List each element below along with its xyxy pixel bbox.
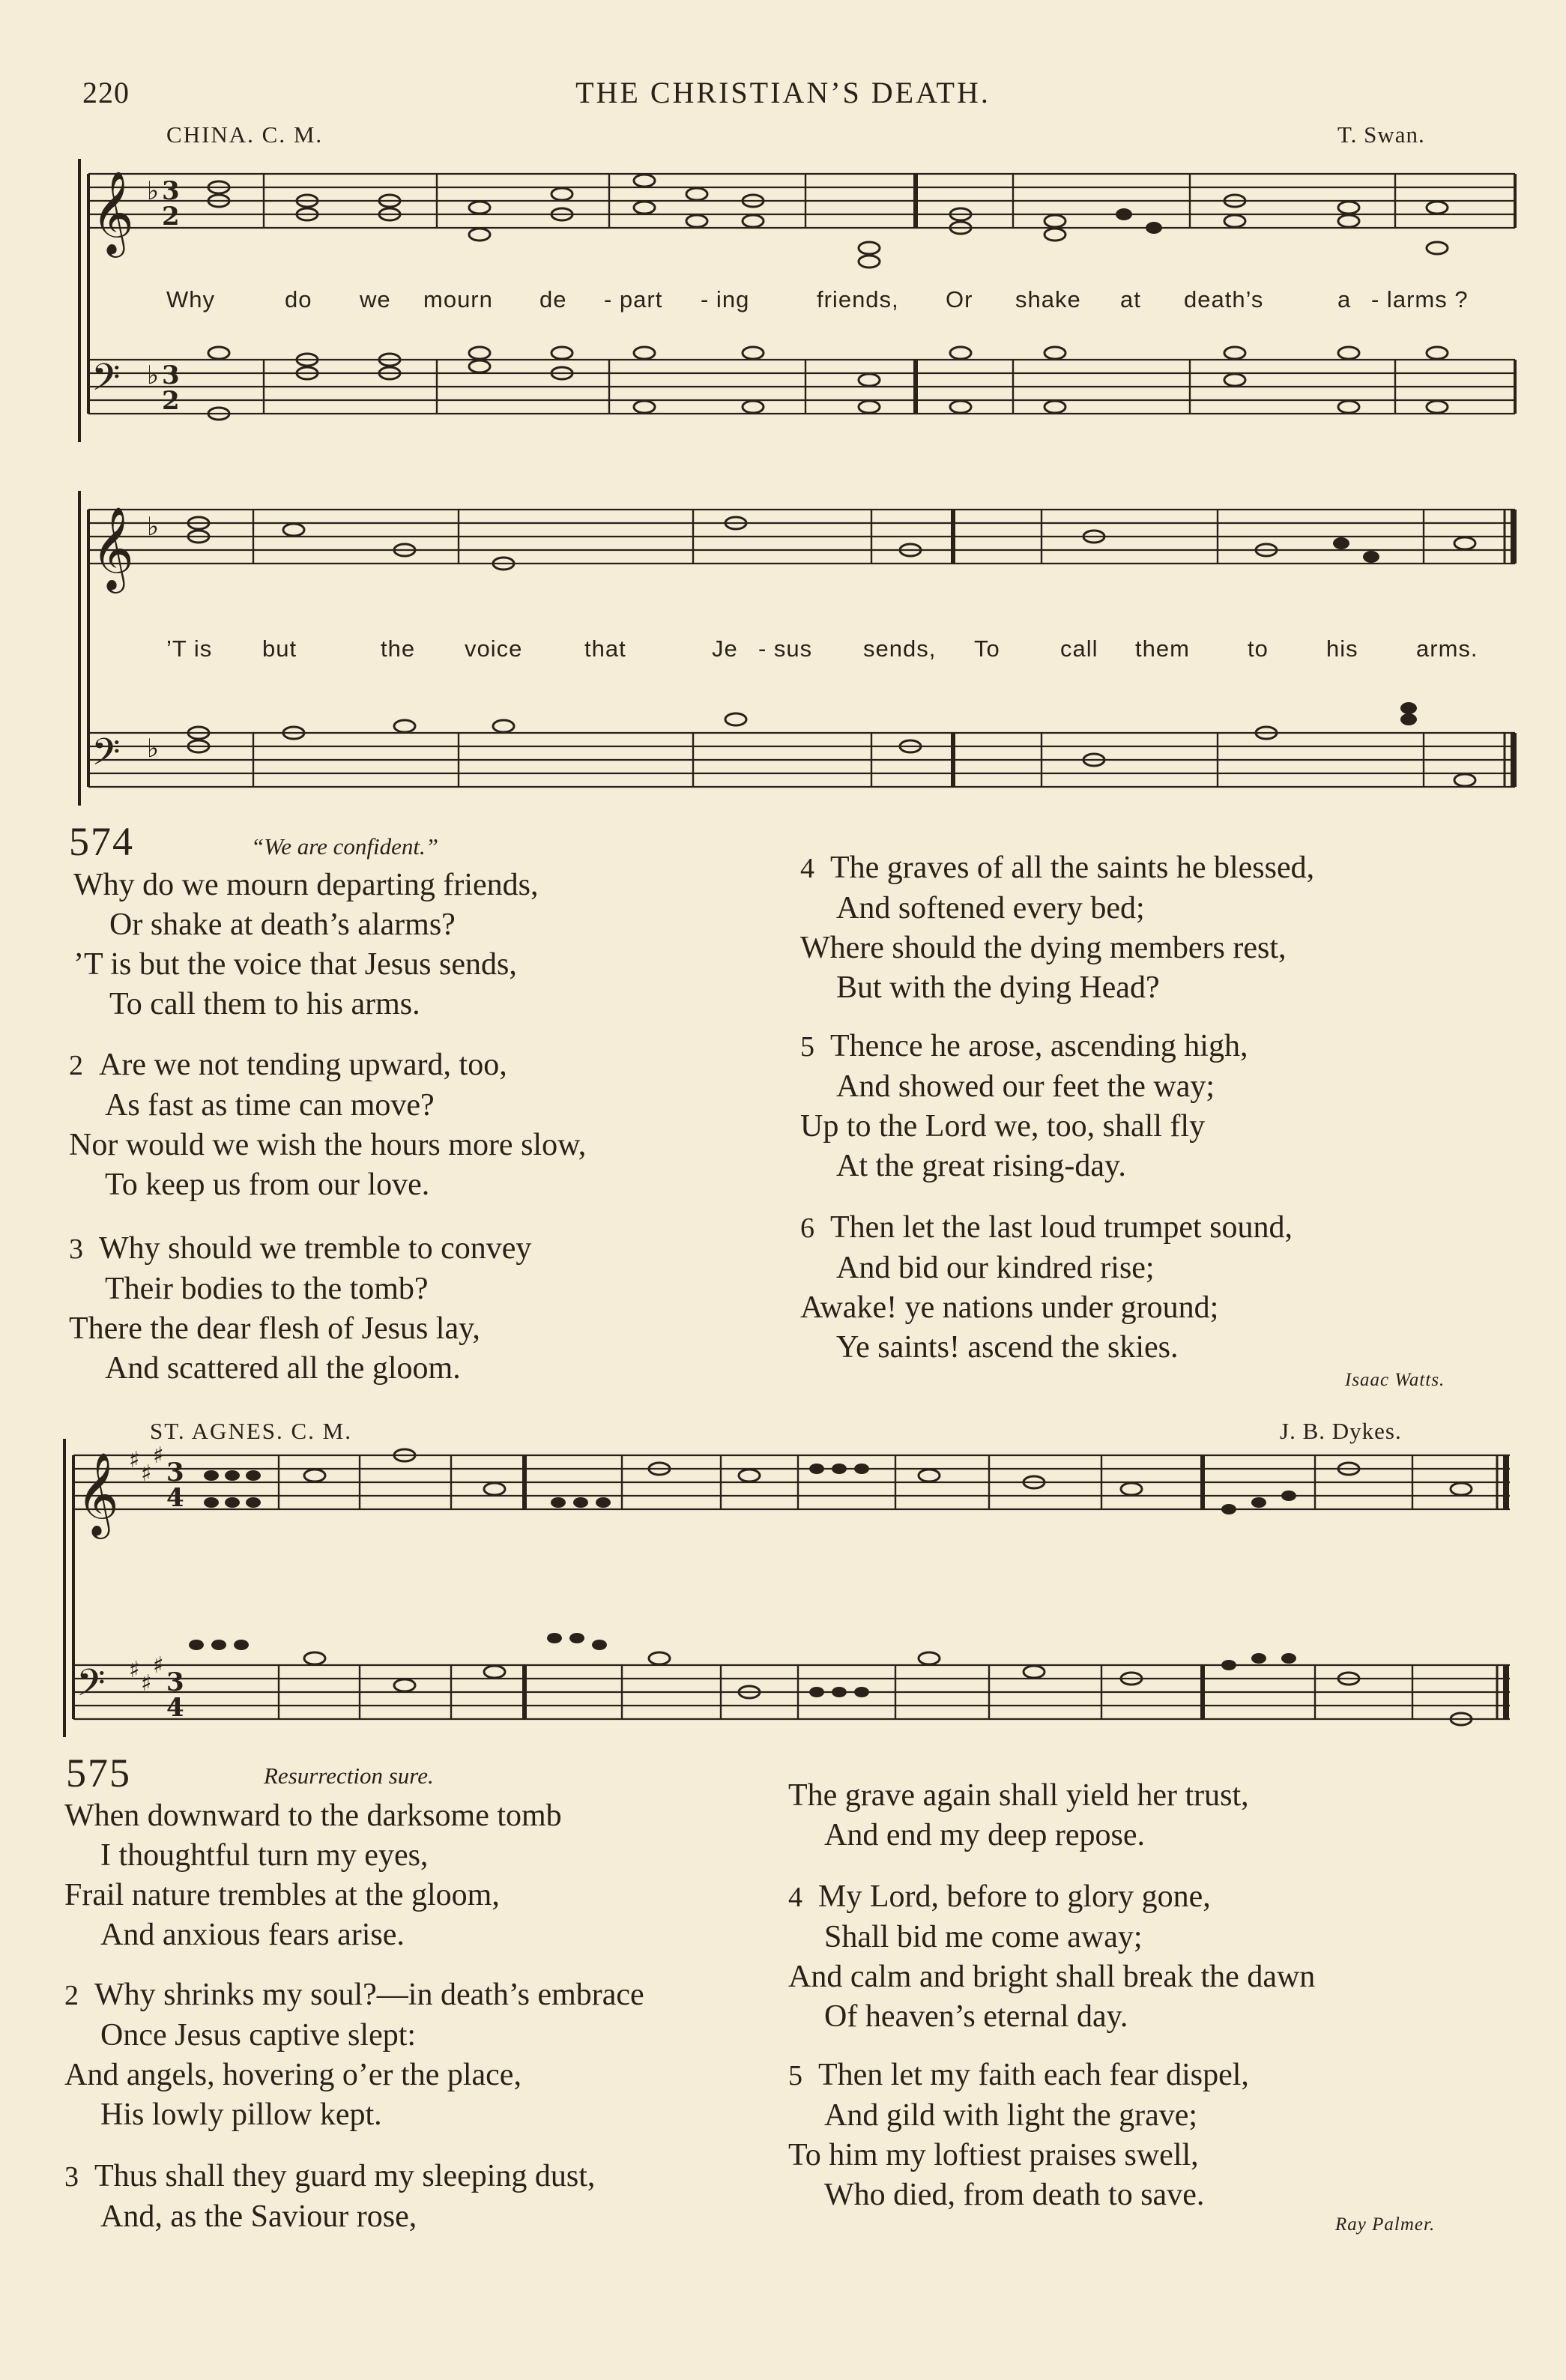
verse-3 <box>69 1229 531 1389</box>
treble-staff-3 <box>73 1455 1510 1509</box>
lyric-syllable: his <box>1326 635 1358 662</box>
verse-line: And, as the Saviour rose, <box>100 2199 417 2234</box>
svg-text:♯: ♯ <box>141 1670 152 1697</box>
page-number: 220 <box>82 76 130 109</box>
svg-text:3: 3 <box>166 1667 184 1697</box>
verse-line: As fast as time can move? <box>105 1088 435 1123</box>
bass-clef-icon: 𝄢 <box>91 356 121 408</box>
verse-line: His lowly pillow kept. <box>100 2097 382 2132</box>
lyric-syllable: - larms ? <box>1371 286 1469 312</box>
verse-5 <box>800 1027 1248 1186</box>
verse-6 <box>800 1208 1293 1368</box>
verse-line: And anxious fears arise. <box>100 1918 405 1952</box>
hymn-number: 574 <box>69 819 134 864</box>
hymn-subtitle: Resurrection sure. <box>264 1763 434 1789</box>
composer-dykes: J. B. Dykes. <box>1280 1418 1402 1444</box>
lyric-syllable: to <box>1248 635 1269 662</box>
svg-text:3: 3 <box>166 1458 184 1488</box>
svg-text:♯: ♯ <box>141 1461 152 1487</box>
verse-line: To him my loftiest praises swell, <box>788 2138 1199 2172</box>
verse-line: Where should the dying members rest, <box>800 931 1287 965</box>
hymn-author: Ray Palmer. <box>1335 2214 1436 2235</box>
verse-line: I thoughtful turn my eyes, <box>100 1838 429 1873</box>
svg-text:4: 4 <box>166 1693 184 1723</box>
treble-clef-icon: 𝄞 <box>91 170 134 254</box>
verse-line: Ye saints! ascend the skies. <box>836 1330 1179 1365</box>
section-title: THE CHRISTIAN’S DEATH. <box>575 76 991 109</box>
verse-line: And gild with light the grave; <box>824 2098 1198 2133</box>
treble-staff-2 <box>88 510 1515 564</box>
verse-line: ’T is but the voice that Jesus sends, <box>73 947 517 982</box>
verse-line: Why do we mourn departing friends, <box>73 868 539 902</box>
verse-line: Then let my faith each fear dispel, <box>818 2058 1249 2092</box>
lyric-syllable: Why <box>166 286 215 312</box>
svg-text:4: 4 <box>166 1483 184 1513</box>
verse-line: Nor would we wish the hours more slow, <box>69 1128 587 1162</box>
lyric-syllable: but <box>262 635 297 662</box>
verse-line: My Lord, before to glory gone, <box>818 1879 1211 1914</box>
treble-clef-icon: 𝄞 <box>91 506 134 590</box>
svg-text:♯: ♯ <box>129 1657 140 1683</box>
verse-number: 2 <box>69 1050 83 1081</box>
verse-number: 5 <box>800 1031 814 1063</box>
lyric-syllable: the <box>381 635 416 662</box>
verse-line: Why should we tremble to convey <box>99 1231 532 1266</box>
verse-line: And bid our kindred rise; <box>836 1251 1155 1285</box>
verse-line: Their bodies to the tomb? <box>105 1272 429 1306</box>
hymn-subtitle: “We are confident.” <box>251 833 438 860</box>
verse-line: And showed our feet the way; <box>836 1069 1215 1104</box>
verse-line: Are we not tending upward, too, <box>99 1048 507 1082</box>
verse-line: Shall bid me come away; <box>824 1920 1143 1954</box>
lyric-syllable: do <box>285 286 312 312</box>
verse-number: 3 <box>69 1233 83 1265</box>
verse-line: To keep us from our love. <box>105 1168 430 1202</box>
lyric-syllable: at <box>1120 286 1141 312</box>
lyric-syllable: de <box>539 286 567 312</box>
verse-1 <box>73 866 539 1024</box>
verse-3 <box>64 2157 595 2237</box>
lyric-syllable: - part <box>604 286 663 312</box>
verse-line: Then let the last loud trumpet sound, <box>830 1210 1293 1245</box>
svg-text:2: 2 <box>162 386 180 416</box>
bass-staff-2 <box>88 733 1515 787</box>
verse-number: 4 <box>788 1882 802 1913</box>
verse-line: Up to the Lord we, too, shall fly <box>800 1109 1206 1144</box>
verse-line: Once Jesus captive slept: <box>100 2018 417 2053</box>
lyric-syllable: them <box>1135 635 1190 662</box>
lyric-syllable: call <box>1060 635 1098 662</box>
verse-line: Frail nature trembles at the gloom, <box>64 1878 500 1912</box>
svg-text:♯: ♯ <box>153 1443 164 1469</box>
svg-text:♭: ♭ <box>147 176 160 206</box>
lyric-syllable: shake <box>1015 286 1081 312</box>
verse-4 <box>788 1877 1315 2037</box>
verse-number: 2 <box>64 1980 79 2011</box>
lyric-syllable: To <box>974 635 1000 662</box>
verse-1 <box>64 1796 562 1955</box>
lyric-syllable: death’s <box>1184 286 1264 312</box>
lyric-syllable: we <box>360 286 391 312</box>
verse-line: When downward to the darksome tomb <box>64 1798 562 1833</box>
verse-3-continued <box>788 1776 1249 1855</box>
lyric-syllable: ’T is <box>166 635 213 662</box>
svg-text:♭: ♭ <box>147 512 160 542</box>
verse-2 <box>64 1975 644 2135</box>
treble-clef-icon: 𝄞 <box>76 1452 119 1535</box>
lyric-syllable: that <box>584 635 626 662</box>
bass-staff-3 <box>73 1665 1510 1719</box>
lyric-syllable: friends, <box>817 286 899 312</box>
svg-text:♭: ♭ <box>147 360 160 390</box>
lyric-syllable: Je <box>712 635 738 662</box>
verse-line: And angels, hovering o’er the place, <box>64 2058 522 2092</box>
verse-line: Of heaven’s eternal day. <box>824 1999 1128 2034</box>
hymn-number: 575 <box>66 1751 131 1795</box>
composer-swan: T. Swan. <box>1337 121 1425 148</box>
lyric-syllable: mourn <box>423 286 493 312</box>
verse-number: 6 <box>800 1212 814 1244</box>
verse-line: Why shrinks my soul?—in death’s embrace <box>94 1978 644 2012</box>
lyric-syllable: voice <box>465 635 523 662</box>
lyric-syllable: - sus <box>758 635 813 662</box>
verse-number: 5 <box>788 2060 802 2091</box>
bass-clef-icon: 𝄢 <box>91 731 121 783</box>
tune-name-st-agnes: ST. AGNES. C. M. <box>150 1418 352 1444</box>
verse-line: Or shake at death’s alarms? <box>109 907 456 942</box>
lyrics-row-2 <box>0 635 1566 665</box>
verse-line: And softened every bed; <box>836 891 1145 925</box>
lyric-syllable: Or <box>946 286 973 312</box>
lyric-syllable: arms. <box>1416 635 1478 662</box>
verse-number: 4 <box>800 853 814 884</box>
verse-5 <box>788 2056 1249 2215</box>
verse-4 <box>800 848 1314 1008</box>
svg-text:3: 3 <box>162 360 180 390</box>
lyrics-row-1 <box>0 286 1566 316</box>
svg-text:3: 3 <box>162 176 180 206</box>
svg-text:♭: ♭ <box>147 734 160 764</box>
verse-line: The graves of all the saints he blessed, <box>830 851 1315 885</box>
verse-2 <box>69 1045 586 1205</box>
tune-name-china: CHINA. C. M. <box>166 121 324 148</box>
hymn-author: Isaac Watts. <box>1345 1370 1445 1390</box>
lyric-syllable: - ing <box>701 286 750 312</box>
lyric-syllable: a <box>1337 286 1352 312</box>
svg-text:♯: ♯ <box>153 1652 164 1679</box>
verse-line: Thus shall they guard my sleeping dust, <box>94 2159 596 2193</box>
verse-line: At the great rising-day. <box>836 1149 1126 1183</box>
verse-number: 3 <box>64 2161 79 2193</box>
verse-line: And calm and bright shall break the dawn <box>788 1960 1316 1994</box>
verse-line: To call them to his arms. <box>109 987 420 1021</box>
lyric-syllable: sends, <box>863 635 937 662</box>
verse-line: The grave again shall yield her trust, <box>788 1778 1249 1813</box>
verse-line: Thence he arose, ascending high, <box>830 1029 1248 1063</box>
verse-line: And scattered all the gloom. <box>105 1351 461 1386</box>
verse-line: Awake! ye nations under ground; <box>800 1290 1219 1325</box>
verse-line: Who died, from death to save. <box>824 2178 1205 2212</box>
bass-clef-icon: 𝄢 <box>76 1661 106 1714</box>
svg-text:♯: ♯ <box>129 1447 140 1473</box>
verse-line: There the dear flesh of Jesus lay, <box>69 1311 480 1346</box>
svg-text:2: 2 <box>162 202 180 232</box>
verse-line: But with the dying Head? <box>836 970 1160 1005</box>
verse-line: And end my deep repose. <box>824 1818 1146 1852</box>
